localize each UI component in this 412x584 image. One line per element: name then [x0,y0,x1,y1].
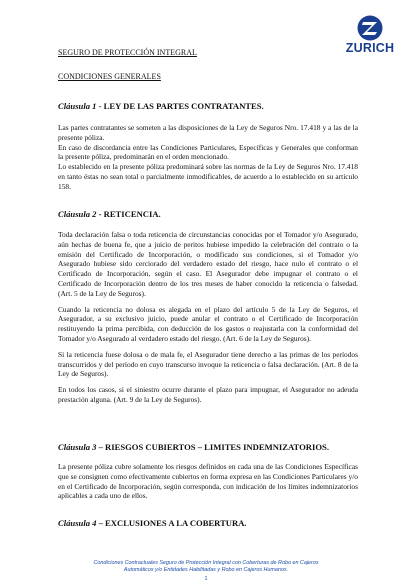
clause-4-title: – EXCLUSIONES A LA COBERTURA. [96,518,247,528]
brand-name: ZURICH [345,41,395,55]
clause-3-heading [58,442,329,452]
paragraph: Cuando la reticencia no dolosa es alegada en el plazo del artículo 5 de la Ley de Seguros, el Asegurador, a su exclusivo juicio, puede anular el contrato o el Certificado de Incorporación restituyendo la prima percibida, con deducción de los gastos o reajustarla con la conformidad del Tomador y/o Asegurado al verdadero estado del riesgo. (Art. 6 de la Ley de Seguros). [58,304,358,343]
footer-line-1: Condiciones Contractuales Seguro de Protección Integral con Coberturas de Robo en Cajeros [93,560,319,566]
clause-2-number: Cláusula 2 [58,209,97,219]
paragraph: En caso de discordancia entre las Condiciones Particulares, Específicas y Generales que conforman la presente póliza, predominarán en el orden mencionado. [58,142,358,162]
clause-4-number: Cláusula 4 [58,518,97,528]
paragraph: Toda declaración falsa o toda reticencia de circunstancias conocidas por el Tomador y/o Asegurado, aún hechas de buena fe, que a juicio de peritos hubiese impedido la celebración del contrato o la emisión del Certificado de Incorporación, o modificado sus condiciones, si el Tomador y/o Asegurado hubiese sido cerciorado del verdadero estado del riesgo, hace nulo el contrato o el Certificado de Incorporación, según el caso. El Asegurador debe impugnar el contrato o el Certificado de Incorporación dentro de los tres meses de haber conocido la reticencia o falsedad. (Art. 5 de la Ley de Seguros). [58,230,358,298]
clause-3-title: – RIESGOS CUBIERTOS – LIMITES INDEMNIZATORIOS. [96,442,329,452]
clause-2-body [58,230,358,411]
clause-2-title: - RETICENCIA. [96,209,161,219]
clause-4-heading [58,518,247,528]
document-product-title: SEGURO DE PROTECCIÓN INTEGRAL [58,48,197,57]
clause-3-number: Cláusula 3 [58,442,97,452]
zurich-logo [340,15,400,63]
page-footer [40,560,372,574]
clause-1-number: Cláusula 1 [58,101,97,111]
clause-1-heading [58,101,264,111]
clause-2-heading [58,209,161,219]
document-section-title: CONDICIONES GENERALES [58,72,161,81]
paragraph: La presente póliza cubre solamente los riesgos definidos en cada una de las Condiciones Específicas que se consignen como efectivamente cubiertos en forma expresa en las Condiciones Particulares y/o en el Certificado de Incorporación, según corresponda, con indicación de los límites indemnizatorios aplicables a cada uno de ellos. [58,462,358,501]
paragraph: Si la reticencia fuese dolosa o de mala fe, el Asegurador tiene derecho a las primas de los períodos transcurridos y del período en cuyo transcurso invoque la reticencia o falsa declaración. (Art. 8 de la Ley de Seguros). [58,349,358,379]
zurich-z-logo-icon [355,15,385,41]
footer-line-2: Automáticos y/o Entidades Habilitadas y Robo en Cajeros Humanos. [123,567,289,573]
clause-3-body [58,462,358,507]
clause-1-body [58,123,358,192]
paragraph: Las partes contratantes se someten a las disposiciones de la Ley de Seguros Nro. 17.418 y a las de la presente póliza. [58,123,358,142]
paragraph: Lo establecido en la presente póliza predominará sobre las normas de la Ley de Seguros Nro. 17.418 en tanto éstas no sean total o parcialmente inmodificables, de acuerdo a lo establecido en su artículo 158. [58,162,358,191]
paragraph: En todos los casos, si el siniestro ocurre durante el plazo para impugnar, el Asegurador no adeuda prestación alguna. (Art. 9 de la Ley de Seguros). [58,385,358,404]
page-number: 1 [204,576,208,582]
clause-1-title: - LEY DE LAS PARTES CONTRATANTES. [96,101,264,111]
